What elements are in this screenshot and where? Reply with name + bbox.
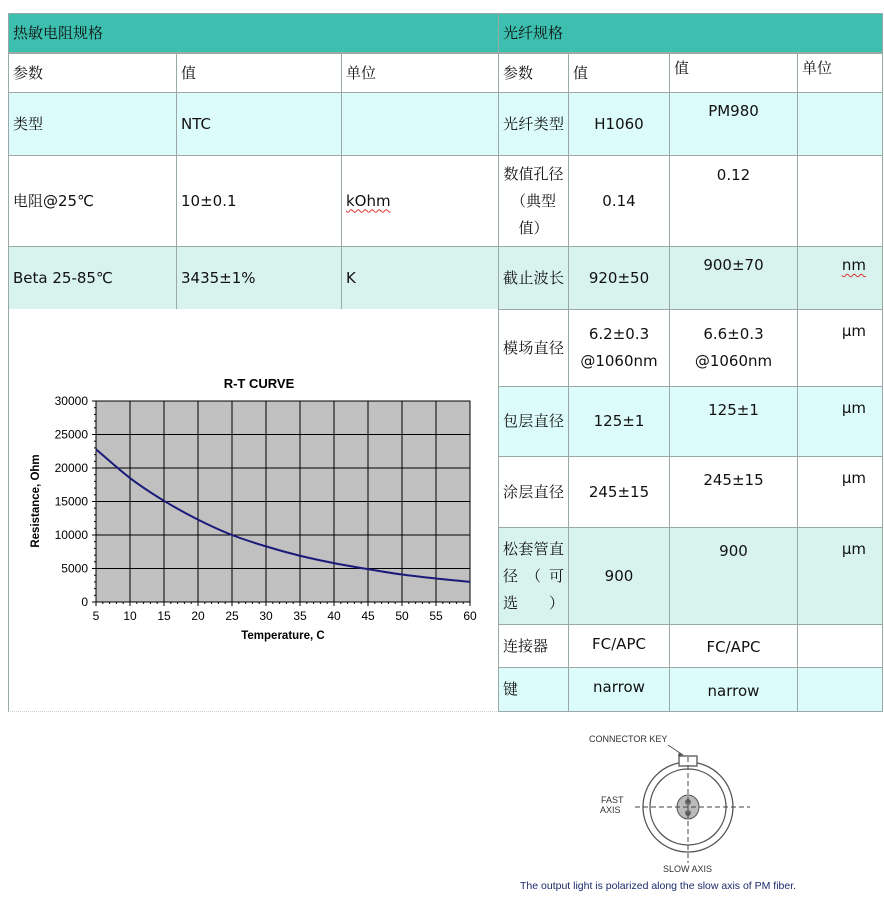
thermistor-header-unit: 单位 (341, 53, 499, 93)
fiber-title: 光纤规格 (498, 13, 883, 53)
fiber-row-key-param: 键 (498, 667, 569, 712)
fiber-row-tube-v1: 900 (568, 527, 670, 625)
x-tick-label: 55 (429, 609, 443, 623)
fiber-row-cutoff-v2: 900±70 (669, 246, 798, 310)
fiber-row-connector-v2: FC/APC (669, 624, 798, 668)
y-tick-label: 25000 (54, 427, 88, 442)
rt-curve-chart (9, 309, 498, 709)
fiber-header-unit: 单位 (797, 53, 883, 93)
fiber-row-tube-v2: 900 (669, 527, 798, 625)
fiber-row-na-v1: 0.14 (568, 155, 670, 247)
fiber-row-coating-unit: μm (797, 456, 883, 528)
thermistor-header-value: 值 (176, 53, 342, 93)
fiber-row-cutoff-unit: nm (797, 246, 883, 310)
thermistor-row-resistance-unit: kOhm (341, 155, 499, 247)
y-tick-label: 30000 (54, 394, 88, 408)
thermistor-row-beta-unit: K (341, 246, 499, 310)
fiber-row-connector-unit (797, 624, 883, 668)
thermistor-header-param: 参数 (8, 53, 177, 93)
x-tick-label: 30 (259, 609, 273, 623)
fiber-row-type-unit (797, 92, 883, 156)
fiber-row-tube-unit: μm (797, 527, 883, 625)
fiber-row-na-v2: 0.12 (669, 155, 798, 247)
connector-key-label: CONNECTOR KEY (589, 734, 668, 744)
fiber-row-coating-v2: 245±15 (669, 456, 798, 528)
fiber-row-key-unit (797, 667, 883, 712)
fiber-row-cutoff-v1: 920±50 (568, 246, 670, 310)
x-tick-label: 50 (395, 609, 409, 623)
fiber-row-connector-param: 连接器 (498, 624, 569, 668)
x-tick-label: 60 (463, 609, 477, 623)
chart-container (8, 309, 499, 712)
fiber-row-tube-param: 松套管直径（可选） (498, 527, 569, 625)
fiber-header-param: 参数 (498, 53, 569, 93)
fiber-row-cladding-v2: 125±1 (669, 386, 798, 457)
fiber-row-key-v1: narrow (568, 667, 670, 712)
y-axis-label: Resistance, Ohm (30, 454, 42, 548)
fiber-row-na-unit (797, 155, 883, 247)
y-tick-label: 5000 (61, 561, 88, 576)
x-tick-label: 10 (123, 609, 137, 623)
fiber-row-key-v2: narrow (669, 667, 798, 712)
fiber-row-cladding-param: 包层直径 (498, 386, 569, 457)
thermistor-row-type-unit (341, 92, 499, 156)
x-tick-label: 40 (327, 609, 341, 623)
fiber-row-type-v1: H1060 (568, 92, 670, 156)
y-tick-label: 15000 (54, 494, 88, 509)
thermistor-row-resistance-param: 电阻@25℃ (8, 155, 177, 247)
fast-axis-label (600, 795, 624, 815)
x-tick-label: 5 (92, 609, 100, 623)
fiber-row-na-param: 数值孔径（典型值） (498, 155, 569, 247)
fiber-row-mfd-v1: 6.2±0.3 @1060nm (568, 309, 670, 387)
fiber-row-cladding-v1: 125±1 (568, 386, 670, 457)
fiber-row-type-v2: PM980 (669, 92, 798, 156)
x-tick-label: 25 (225, 609, 239, 623)
y-tick-label: 0 (81, 595, 88, 609)
fiber-row-cutoff-param: 截止波长 (498, 246, 569, 310)
fiber-row-mfd-param: 模场直径 (498, 309, 569, 387)
thermistor-row-type-param: 类型 (8, 92, 177, 156)
fiber-row-mfd-unit: μm (797, 309, 883, 387)
fiber-header-value1: 值 (568, 53, 670, 93)
thermistor-row-beta-value: 3435±1% (176, 246, 342, 310)
y-tick-label: 20000 (54, 461, 88, 475)
fiber-row-coating-param: 涂层直径 (498, 456, 569, 528)
fast-axis-word: FAST (601, 795, 624, 805)
fiber-row-type-param: 光纤类型 (498, 92, 569, 156)
fast-axis-word: AXIS (600, 805, 621, 815)
thermistor-title: 热敏电阻规格 (8, 13, 499, 53)
fiber-row-cladding-unit: μm (797, 386, 883, 457)
fiber-row-coating-v1: 245±15 (568, 456, 670, 528)
thermistor-row-beta-param: Beta 25-85℃ (8, 246, 177, 310)
slow-axis-label: SLOW AXIS (663, 864, 713, 874)
fiber-header-value2: 值 (669, 53, 798, 93)
x-tick-label: 45 (361, 609, 375, 623)
x-axis-label: Temperature, C (241, 630, 325, 642)
diagram-caption: The output light is polarized along the slow axis of PM fiber. (520, 880, 797, 892)
x-tick-label: 35 (293, 609, 307, 623)
y-tick-label: 10000 (54, 528, 88, 542)
fiber-row-mfd-v2: 6.6±0.3 @1060nm (669, 309, 798, 387)
fiber-row-connector-v1: FC/APC (568, 624, 670, 668)
thermistor-row-type-value: NTC (176, 92, 342, 156)
x-tick-label: 20 (191, 609, 205, 623)
x-tick-label: 15 (157, 609, 171, 623)
thermistor-row-resistance-value: 10±0.1 (176, 155, 342, 247)
chart-title: R-T CURVE (223, 376, 295, 391)
